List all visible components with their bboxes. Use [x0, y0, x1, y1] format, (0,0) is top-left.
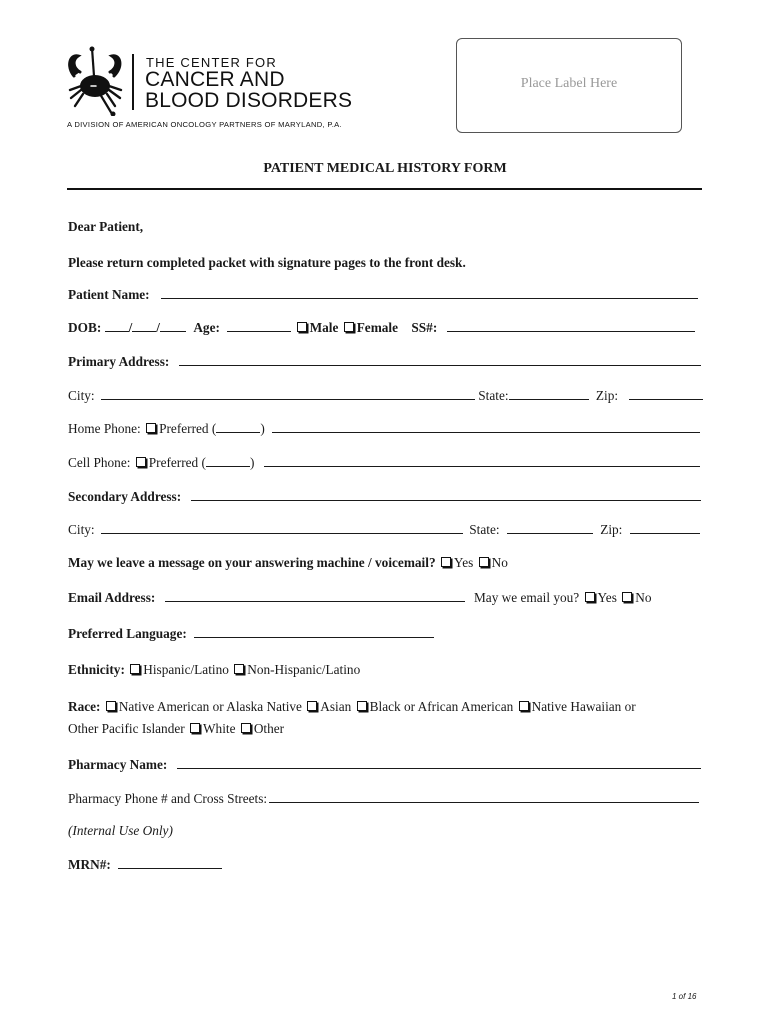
email-field[interactable]	[165, 589, 465, 602]
voicemail-no-label: No	[491, 555, 508, 570]
race-row-1	[68, 699, 636, 715]
language-label: Preferred Language:	[68, 626, 187, 641]
cell-phone-area-field[interactable]	[206, 454, 250, 467]
home-phone-preferred-label: Preferred (	[159, 421, 217, 436]
home-phone-paren: )	[260, 421, 265, 436]
patient-name-row	[68, 286, 698, 303]
dob-month-field[interactable]	[105, 319, 129, 332]
patient-name-label: Patient Name:	[68, 287, 150, 302]
cell-phone-field[interactable]	[264, 454, 700, 467]
non-hispanic-checkbox[interactable]	[234, 664, 244, 674]
ss-field[interactable]	[447, 319, 695, 332]
city-field-1[interactable]	[101, 387, 475, 400]
race-label: Race:	[68, 699, 101, 714]
race-native-american-label: Native American or Alaska Native	[118, 699, 302, 714]
primary-address-field[interactable]	[179, 353, 701, 366]
email-label: Email Address:	[68, 590, 156, 605]
dob-slash-2: /	[156, 320, 160, 335]
voicemail-row	[68, 555, 508, 571]
race-hawaiian-checkbox[interactable]	[519, 701, 529, 711]
pharmacy-phone-label: Pharmacy Phone # and Cross Streets:	[68, 791, 268, 806]
female-checkbox[interactable]	[344, 322, 354, 332]
email-yes-label: Yes	[597, 590, 617, 605]
home-phone-preferred-checkbox[interactable]	[146, 423, 156, 433]
race-black-label: Black or African American	[369, 699, 514, 714]
secondary-address-field[interactable]	[191, 488, 701, 501]
pharmacy-name-label: Pharmacy Name:	[68, 757, 168, 772]
pharmacy-name-row	[68, 756, 701, 773]
pharmacy-phone-field[interactable]	[269, 790, 699, 803]
cell-phone-preferred-label: Preferred (	[148, 455, 206, 470]
label-box	[456, 38, 682, 133]
greeting: Dear Patient,	[68, 219, 144, 234]
voicemail-no-checkbox[interactable]	[479, 557, 489, 567]
dob-row	[68, 319, 695, 336]
page-number: 1 of 16	[672, 992, 697, 1001]
form-title: PATIENT MEDICAL HISTORY FORM	[263, 161, 507, 176]
non-hispanic-label: Non-Hispanic/Latino	[247, 662, 361, 677]
primary-address-row	[68, 353, 701, 370]
cell-phone-label: Cell Phone:	[68, 455, 131, 470]
race-other-label: Other	[253, 721, 285, 736]
patient-name-field[interactable]	[161, 286, 698, 299]
voicemail-yes-label: Yes	[453, 555, 474, 570]
female-label: Female	[356, 320, 399, 335]
cell-phone-row	[68, 454, 700, 471]
race-native-american-checkbox[interactable]	[106, 701, 116, 711]
ss-label: SS#:	[411, 320, 438, 335]
home-phone-label: Home Phone:	[68, 421, 141, 436]
male-checkbox[interactable]	[297, 322, 307, 332]
language-row	[68, 625, 434, 642]
state-label-2: State:	[469, 522, 500, 537]
age-label: Age:	[193, 320, 220, 335]
mrn-label: MRN#:	[68, 857, 111, 872]
secondary-address-label: Secondary Address:	[68, 489, 182, 504]
email-yes-checkbox[interactable]	[585, 592, 595, 602]
secondary-address-row	[68, 488, 701, 505]
logo-line-2: CANCER AND	[145, 68, 285, 91]
zip-field-2[interactable]	[630, 521, 700, 534]
city-field-2[interactable]	[101, 521, 463, 534]
pharmacy-phone-row	[68, 790, 699, 807]
logo-line-1: THE CENTER FOR	[146, 55, 277, 70]
logo-line-3: BLOOD DISORDERS	[145, 89, 353, 112]
state-label-1: State:	[478, 388, 509, 403]
race-hawaiian-label: Native Hawaiian or	[531, 699, 636, 714]
voicemail-question: May we leave a message on your answering machine / voicemail?	[68, 555, 436, 570]
ethnicity-label: Ethnicity:	[68, 662, 125, 677]
hispanic-checkbox[interactable]	[130, 664, 140, 674]
hispanic-label: Hispanic/Latino	[143, 662, 229, 677]
zip-label-1: Zip:	[595, 388, 619, 403]
dob-label: DOB:	[68, 320, 105, 335]
pharmacy-name-field[interactable]	[177, 756, 701, 769]
home-phone-area-field[interactable]	[216, 420, 260, 433]
zip-field-1[interactable]	[629, 387, 703, 400]
home-phone-row	[68, 420, 700, 437]
primary-address-label: Primary Address:	[68, 354, 170, 369]
dob-year-field[interactable]	[160, 319, 186, 332]
state-field-2[interactable]	[507, 521, 593, 534]
age-field[interactable]	[227, 319, 291, 332]
logo-divider	[132, 54, 134, 110]
email-row	[68, 589, 651, 606]
cell-phone-preferred-checkbox[interactable]	[136, 457, 146, 467]
race-white-label: White	[203, 721, 236, 736]
city-label-1: City:	[68, 388, 95, 403]
secondary-city-row	[68, 521, 700, 538]
cell-phone-paren: )	[249, 455, 255, 470]
race-asian-checkbox[interactable]	[307, 701, 317, 711]
label-box-text: Place Label Here	[520, 76, 618, 91]
state-field-1[interactable]	[509, 387, 589, 400]
crab-icon	[66, 46, 128, 116]
race-asian-label: Asian	[320, 699, 352, 714]
internal-use-label: (Internal Use Only)	[68, 823, 173, 838]
race-black-checkbox[interactable]	[357, 701, 367, 711]
language-field[interactable]	[194, 625, 434, 638]
race-hawaiian-label-cont: Other Pacific Islander	[68, 721, 185, 736]
dob-day-field[interactable]	[132, 319, 156, 332]
zip-label-2: Zip:	[600, 522, 623, 537]
race-row-2	[68, 721, 284, 737]
email-no-label: No	[635, 590, 652, 605]
voicemail-yes-checkbox[interactable]	[441, 557, 451, 567]
race-white-checkbox[interactable]	[190, 723, 200, 733]
male-label: Male	[309, 320, 339, 335]
primary-city-row	[68, 387, 703, 404]
title-divider	[67, 188, 702, 190]
city-label-2: City:	[68, 522, 95, 537]
email-no-checkbox[interactable]	[622, 592, 632, 602]
instruction: Please return completed packet with signature pages to the front desk.	[68, 255, 466, 270]
ethnicity-row	[68, 662, 360, 678]
email-question: May we email you?	[473, 590, 580, 605]
mrn-field[interactable]	[118, 856, 222, 869]
home-phone-field[interactable]	[272, 420, 700, 433]
logo-subtitle: A DIVISION OF AMERICAN ONCOLOGY PARTNERS OF MARYLAND, P.A.	[67, 120, 342, 129]
race-other-checkbox[interactable]	[241, 723, 251, 733]
mrn-row	[68, 856, 222, 873]
dob-slash-1: /	[128, 320, 133, 335]
